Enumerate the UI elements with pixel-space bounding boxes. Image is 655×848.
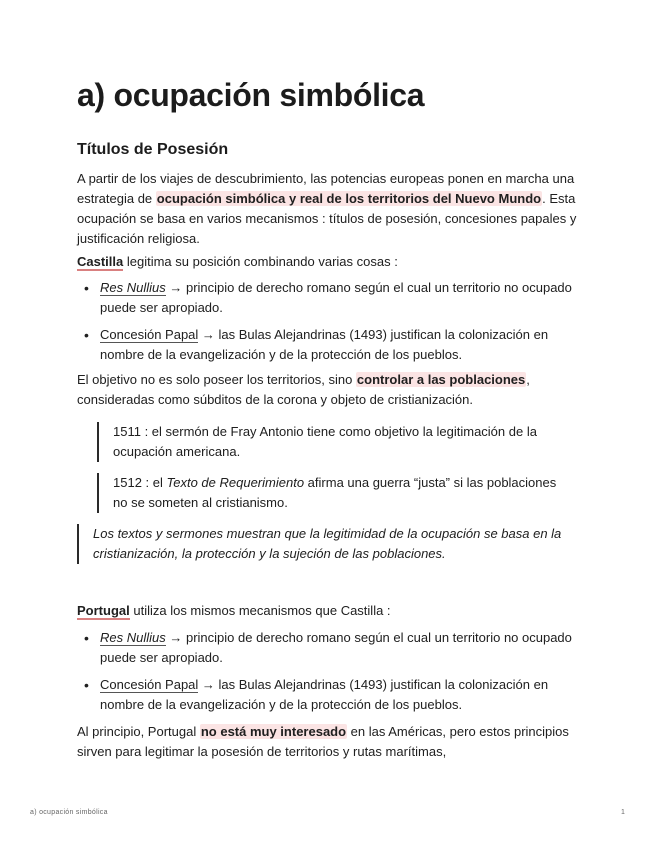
section-heading: Títulos de Posesión (77, 141, 229, 158)
portugal-term: Portugal (77, 603, 130, 618)
concesion-papal-term: Concesión Papal (100, 677, 199, 692)
intro-paragraph (77, 169, 577, 249)
concesion-papal-term: Concesión Papal (100, 327, 199, 342)
summary-callout: Los textos y sermones muestran que la legitimidad de la ocupación se basa en la cristianización, la protección y la sujeción de las poblaciones. (77, 524, 573, 564)
list-item-text: principio de derecho romano según el cual un territorio no ocupado puede ser apropiado. (100, 630, 572, 665)
footer-title: a) ocupación simbólica (30, 809, 108, 816)
castilla-paragraph (77, 252, 577, 272)
intro-text-post: . Esta ocupación se basa en varios mecanismos : títulos de posesión, concesiones papales y justificación religiosa. (77, 191, 577, 246)
quote-1511 (97, 422, 573, 462)
closing-text-post: en las Américas, pero estos principios sirven para legitimar la posesión de territorios y rutas marítimas, (77, 724, 569, 759)
res-nullius-term: Res Nullius (100, 630, 166, 645)
quote-text: 1511 : el sermón de Fray Antonio tiene como objetivo la legitimación de la ocupación americana. (113, 424, 537, 459)
list-item-text: las Bulas Alejandrinas (1493) justifican la colonización en nombre de la evangelización y de la protección de los pueblos. (100, 327, 549, 362)
arrow-glyph: → (198, 327, 219, 342)
intro-text-pre: A partir de los viajes de descubrimiento, las potencias europeas ponen en marcha una estrategia de (77, 171, 575, 206)
arrow-glyph: → (165, 630, 186, 645)
list-item-text: principio de derecho romano según el cual un territorio no ocupado puede ser apropiado. (100, 280, 572, 315)
objetivo-highlight: controlar a las poblaciones (356, 372, 526, 387)
list-item (77, 325, 577, 365)
quote-text-post: afirma una guerra “justa” si las poblaciones no se someten al cristianismo. (113, 475, 557, 510)
res-nullius-term: Res Nullius (100, 280, 166, 295)
castilla-term: Castilla (77, 254, 124, 269)
quote-1512 (97, 473, 573, 513)
castilla-text: legitima su posición combinando varias cosas : (123, 254, 398, 269)
list-item (77, 628, 577, 668)
closing-text-pre: Al principio, Portugal (77, 724, 200, 739)
arrow-glyph: → (198, 677, 219, 692)
portugal-closing-paragraph (77, 722, 577, 762)
portugal-text: utiliza los mismos mecanismos que Castilla : (129, 603, 391, 618)
page-title: a) ocupación simbólica (77, 77, 425, 113)
objetivo-paragraph (77, 370, 577, 410)
list-item (77, 675, 577, 715)
objetivo-text-post: , consideradas como súbditos de la corona y objeto de cristianización. (77, 372, 530, 407)
closing-highlight: no está muy interesado (200, 724, 347, 739)
intro-highlight: ocupación simbólica y real de los territorios del Nuevo Mundo (156, 191, 542, 206)
quote-text-pre: 1512 : el (113, 475, 167, 490)
quote-italic-title: Texto de Requerimiento (166, 475, 305, 490)
arrow-glyph: → (165, 280, 186, 295)
list-item (77, 278, 577, 318)
castilla-list (77, 278, 577, 372)
objetivo-text-pre: El objetivo no es solo poseer los territorios, sino (77, 372, 356, 387)
portugal-paragraph (77, 601, 577, 621)
portugal-list (77, 628, 577, 722)
footer-page-number: 1 (621, 809, 626, 816)
list-item-text: las Bulas Alejandrinas (1493) justifican la colonización en nombre de la evangelización y de la protección de los pueblos. (100, 677, 549, 712)
